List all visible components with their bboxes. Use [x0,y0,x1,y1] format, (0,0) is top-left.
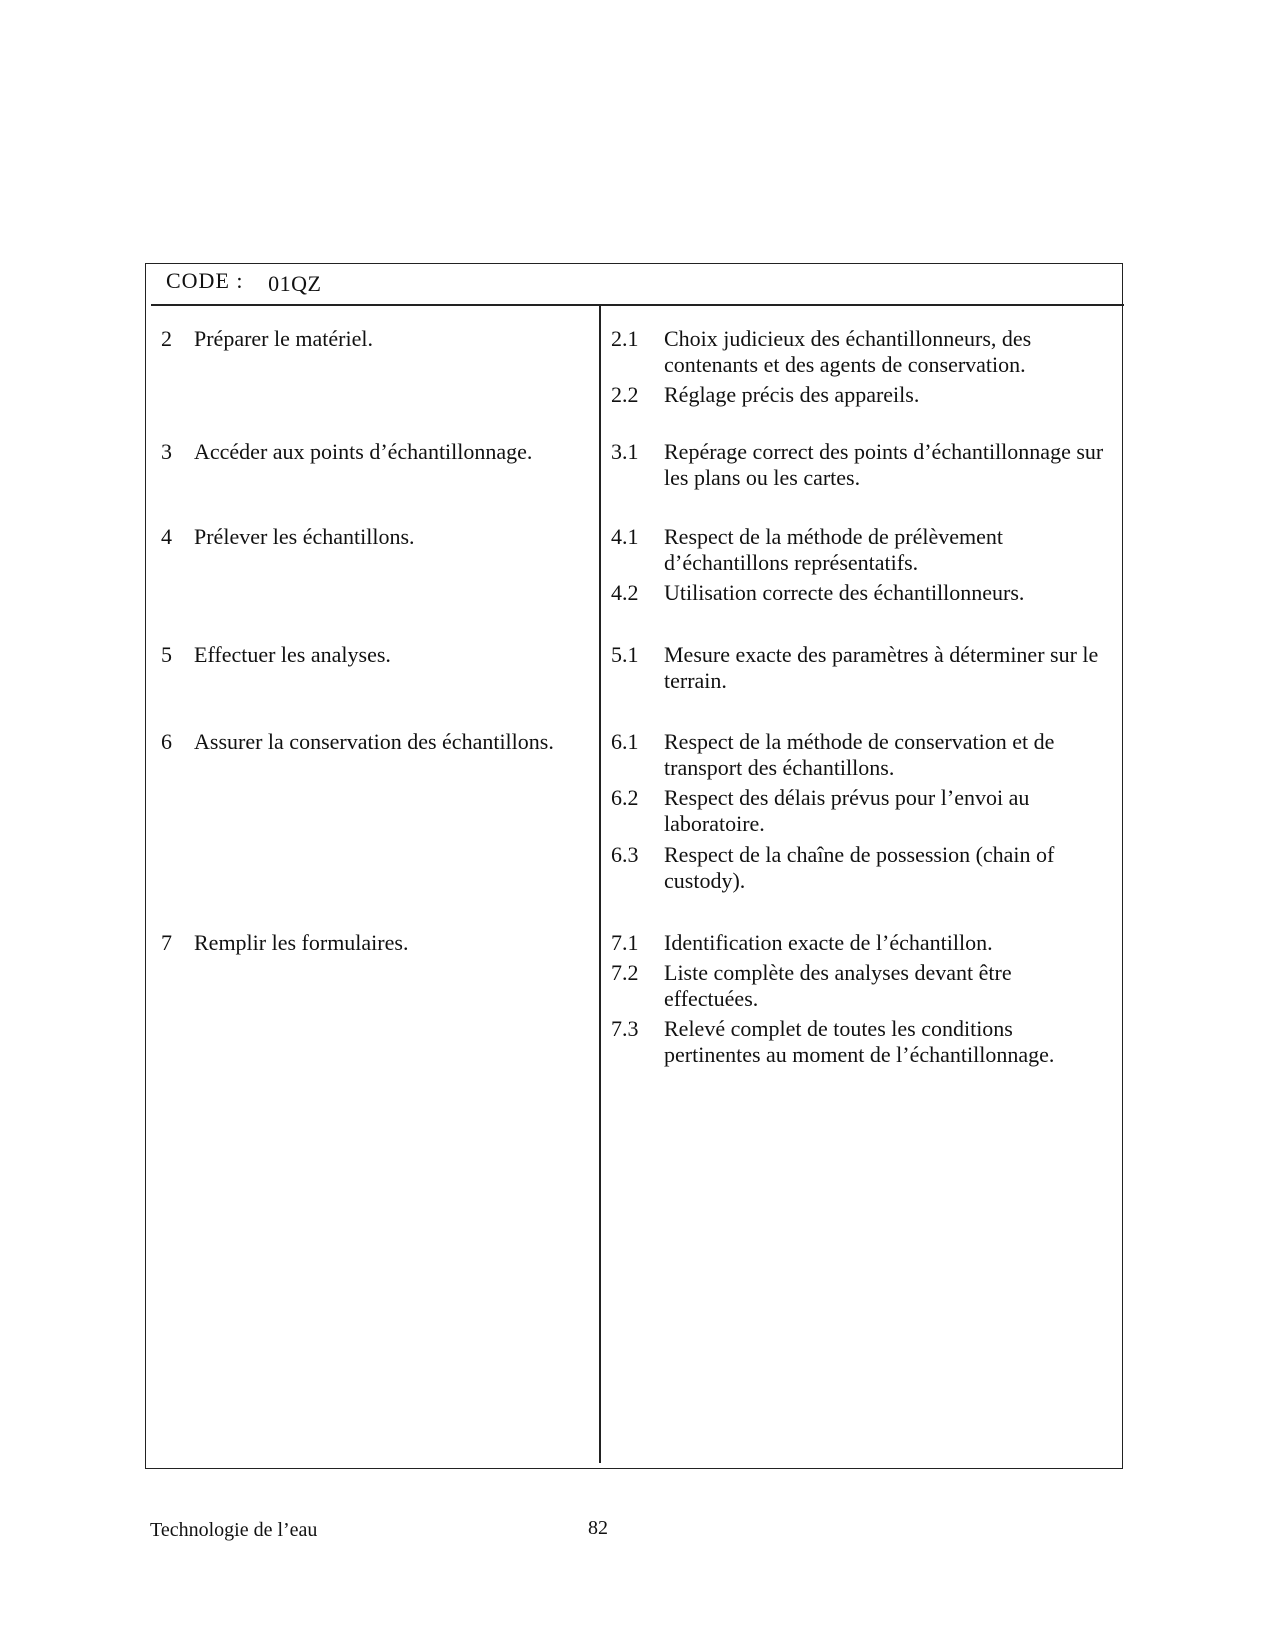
element-text: Remplir les formulaires. [194,930,409,955]
element-number: 6 [161,729,172,754]
criterion-number: 6.2 [611,785,639,810]
criterion-text: Choix judicieux des échantillonneurs, des contenants et des agents de conservation. [664,326,1032,377]
page-number: 82 [588,1517,608,1539]
code-label: CODE : [166,268,244,293]
competency-table [145,263,1123,1469]
element-text: Accéder aux points d’échantillonnage. [194,439,533,464]
element-number: 7 [161,930,172,955]
element-number: 5 [161,642,172,667]
criterion-number: 4.1 [611,524,639,549]
element-number: 4 [161,524,172,549]
element-number: 3 [161,439,172,464]
criterion-text: Repérage correct des points d’échantillonnage sur les plans ou les cartes. [664,439,1104,490]
criterion-number: 2.2 [611,382,639,407]
criterion-number: 7.3 [611,1016,639,1041]
column-divider [599,305,601,1463]
criterion-text: Identification exacte de l’échantillon. [664,930,993,955]
criterion-text: Respect de la méthode de conservation et de transport des échantillons. [664,729,1055,780]
element-text: Effectuer les analyses. [194,642,391,667]
criterion-text: Utilisation correcte des échantillonneurs. [664,580,1025,605]
criterion-text: Liste complète des analyses devant être effectuées. [664,960,1012,1011]
element-text: Préparer le matériel. [194,326,373,351]
footer-title: Technologie de l’eau [150,1519,318,1541]
element-text: Assurer la conservation des échantillons. [194,729,554,754]
code-header [166,268,321,294]
element-number: 2 [161,326,172,351]
code-value: 01QZ [268,271,322,296]
criterion-text: Relevé complet de toutes les conditions pertinentes au moment de l’échantillonnage. [664,1016,1055,1067]
criterion-text: Respect des délais prévus pour l’envoi au laboratoire. [664,785,1030,836]
criterion-number: 7.2 [611,960,639,985]
criterion-number: 6.3 [611,842,639,867]
criterion-number: 2.1 [611,326,639,351]
header-divider [151,304,1124,306]
element-text: Prélever les échantillons. [194,524,415,549]
criterion-text: Mesure exacte des paramètres à déterminer sur le terrain. [664,642,1099,693]
criterion-number: 4.2 [611,580,639,605]
criterion-text: Respect de la méthode de prélèvement d’échantillons représentatifs. [664,524,1004,575]
criterion-number: 5.1 [611,642,639,667]
criterion-number: 3.1 [611,439,639,464]
criterion-text: Respect de la chaîne de possession (chain of custody). [664,842,1055,893]
criterion-number: 6.1 [611,729,639,754]
criterion-text: Réglage précis des appareils. [664,382,920,407]
criterion-number: 7.1 [611,930,639,955]
